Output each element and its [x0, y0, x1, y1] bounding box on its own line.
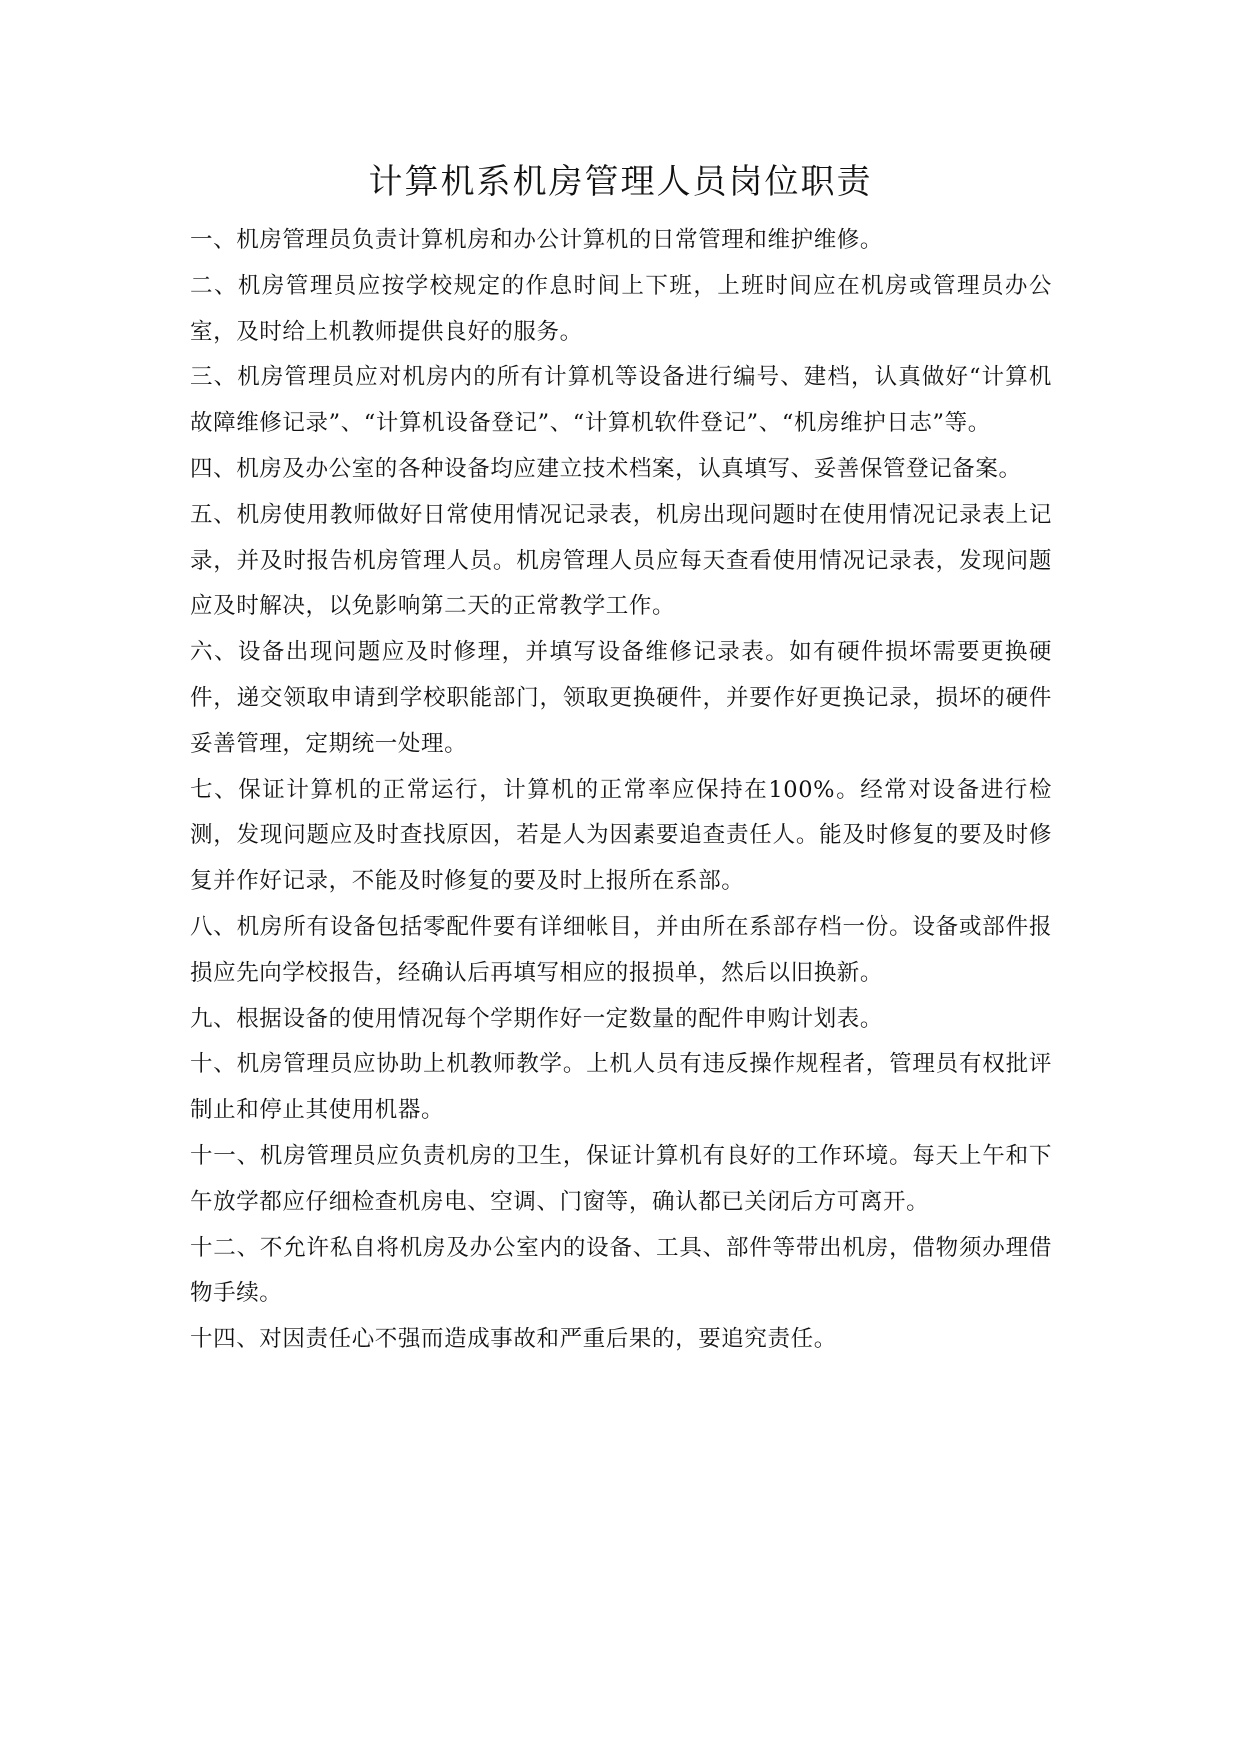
duty-item-1: 一、机房管理员负责计算机房和办公计算机的日常管理和维护维修。: [190, 227, 884, 253]
duty-item-10: 十、机房管理员应协助上机教师教学。上机人员有违反操作规程者，管理员有权批评制止和停止其使用机器。: [190, 1051, 1052, 1124]
document-title: 计算机系机房管理人员岗位职责: [368, 162, 873, 202]
duty-item-5: 五、机房使用教师做好日常使用情况记录表，机房出现问题时在使用情况记录表上记录，并及时报告机房管理人员。机房管理人员应每天查看使用情况记录表，发现问题应及时解决，以免影响第二天的正常教学工作。: [190, 501, 1052, 620]
duty-item-6: 六、设备出现问题应及时修理，并填写设备维修记录表。如有硬件损坏需要更换硬件，递交领取申请到学校职能部门，领取更换硬件，并要作好更换记录，损坏的硬件妥善管理，定期统一处理。: [190, 639, 1052, 757]
duty-item-8: 八、机房所有设备包括零配件要有详细帐目，并由所在系部存档一份。设备或部件报损应先向学校报告，经确认后再填写相应的报损单，然后以旧换新。: [190, 913, 1052, 986]
duty-item-2: 二、机房管理员应按学校规定的作息时间上下班，上班时间应在机房或管理员办公室，及时给上机教师提供良好的服务。: [190, 272, 1052, 345]
duty-item-7: 七、保证计算机的正常运行，计算机的正常率应保持在100%。经常对设备进行检测，发现问题应及时查找原因，若是人为因素要追查责任人。能及时修复的要及时修复并作好记录，不能及时修复的要及时上报所在系部。: [190, 776, 1052, 895]
duty-item-9: 九、根据设备的使用情况每个学期作好一定数量的配件申购计划表。: [190, 1005, 884, 1032]
duty-item-4: 四、机房及办公室的各种设备均应建立技术档案，认真填写、妥善保管登记备案。: [190, 455, 1022, 482]
document-body: [190, 218, 1052, 1363]
duty-item-14: 十四、对因责任心不强而造成事故和严重后果的，要追究责任。: [190, 1326, 837, 1353]
duty-item-12: 十二、不允许私自将机房及办公室内的设备、工具、部件等带出机房，借物须办理借物手续。: [190, 1234, 1052, 1307]
duty-item-3: 三、机房管理员应对机房内的所有计算机等设备进行编号、建档，认真做好“计算机故障维修记录”、“计算机设备登记”、“计算机软件登记”、“机房维护日志”等。: [190, 364, 1052, 437]
duty-item-11: 十一、机房管理员应负责机房的卫生，保证计算机有良好的工作环境。每天上午和下午放学都应仔细检查机房电、空调、门窗等，确认都已关闭后方可离开。: [190, 1142, 1052, 1215]
